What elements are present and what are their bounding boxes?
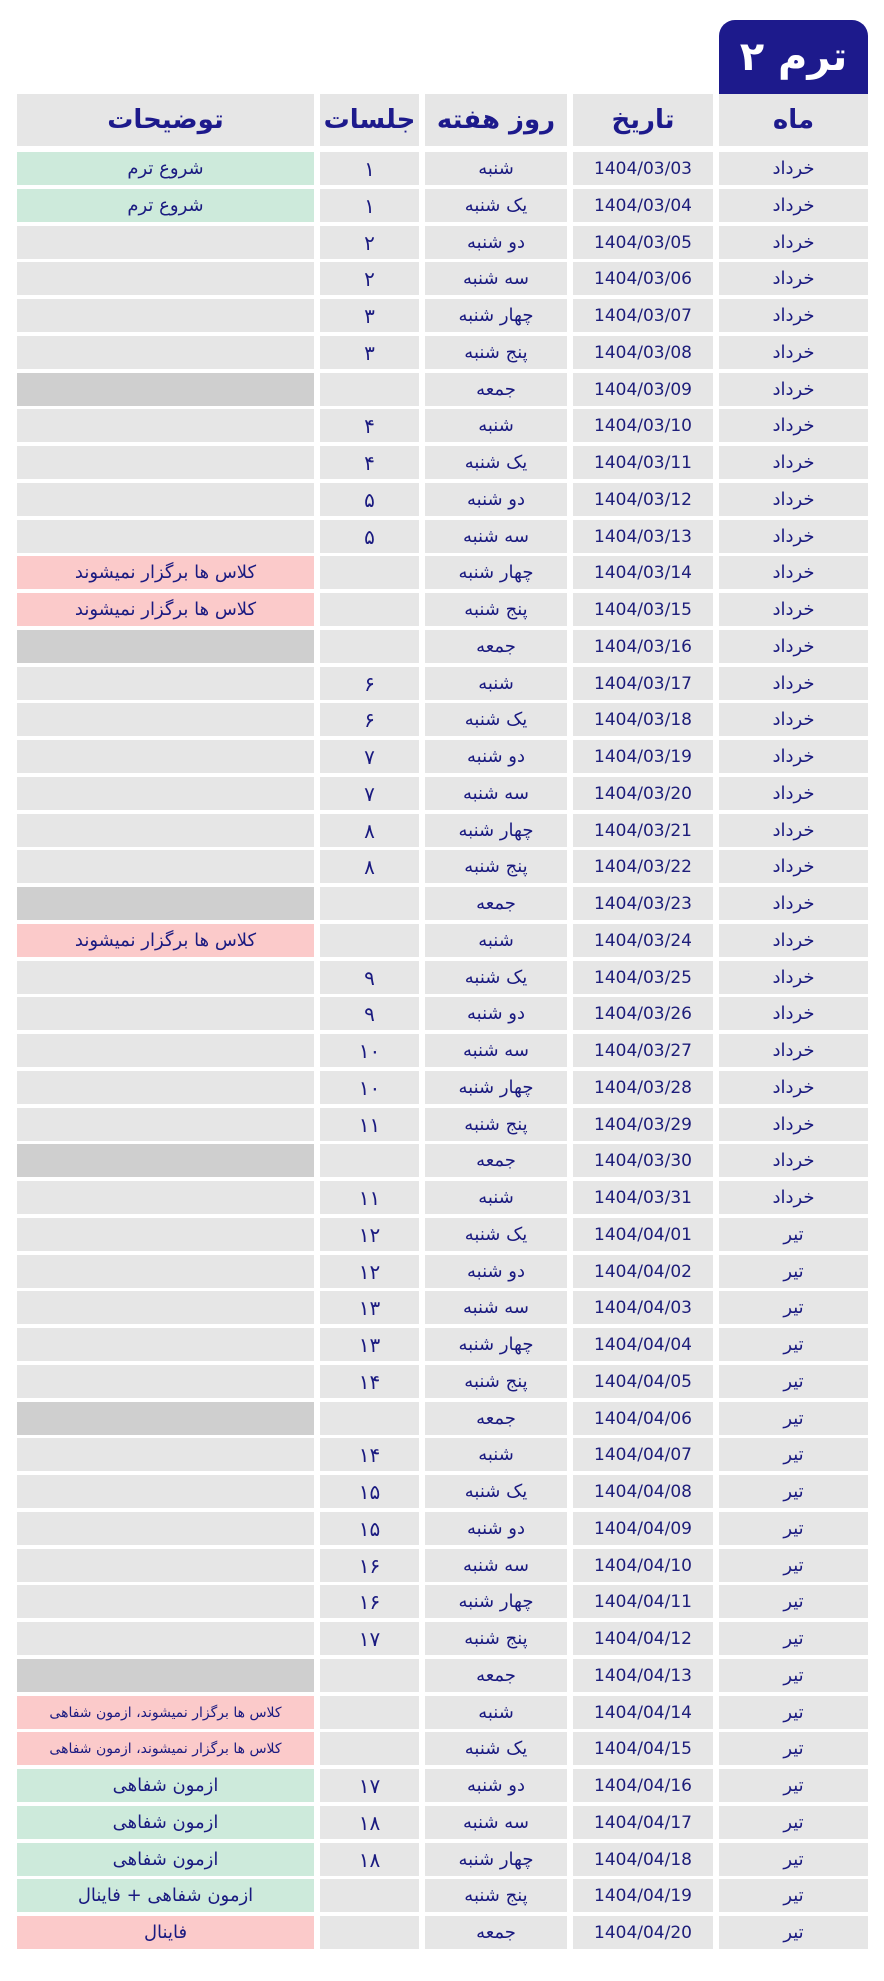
session-cell: ۱۴ [320,1438,419,1471]
session-cell: ۱۳ [320,1328,419,1361]
note-cell [17,483,314,516]
session-cell [320,1144,419,1177]
month-cell: تیر [719,1291,868,1324]
weekday-cell: سه شنبه [425,1291,567,1324]
session-cell [320,593,419,626]
note-cell: فاینال [17,1916,314,1949]
note-cell [17,446,314,479]
note-cell [17,1585,314,1618]
date-cell: 1404/04/06 [573,1402,713,1435]
date-cell: 1404/03/10 [573,409,713,442]
session-cell: ۶ [320,667,419,700]
note-cell [17,703,314,736]
month-cell: تیر [719,1438,868,1471]
month-cell: تیر [719,1475,868,1508]
header-date: تاریخ [573,94,713,146]
date-cell: 1404/03/24 [573,924,713,957]
weekday-cell: یک شنبه [425,1732,567,1765]
date-cell: 1404/04/02 [573,1255,713,1288]
session-cell [320,1732,419,1765]
weekday-cell: جمعه [425,1916,567,1949]
note-cell [17,777,314,810]
month-cell: تیر [719,1218,868,1251]
date-cell: 1404/03/23 [573,887,713,920]
note-cell [17,1512,314,1545]
weekday-cell: شنبه [425,1438,567,1471]
note-cell: ازمون شفاهی [17,1769,314,1802]
session-cell: ۸ [320,850,419,883]
month-cell: خرداد [719,299,868,332]
date-cell: 1404/03/14 [573,556,713,589]
month-cell: خرداد [719,373,868,406]
session-cell: ۱۵ [320,1475,419,1508]
note-cell [17,373,314,406]
session-cell: ۶ [320,703,419,736]
date-cell: 1404/03/29 [573,1108,713,1141]
weekday-cell: جمعه [425,1402,567,1435]
note-cell [17,961,314,994]
date-cell: 1404/04/20 [573,1916,713,1949]
weekday-cell: سه شنبه [425,1806,567,1839]
note-cell [17,1034,314,1067]
month-cell: تیر [719,1402,868,1435]
session-cell: ۲ [320,262,419,295]
note-cell [17,667,314,700]
month-cell: تیر [719,1806,868,1839]
date-cell: 1404/04/17 [573,1806,713,1839]
weekday-cell: دو شنبه [425,226,567,259]
session-cell: ۱۶ [320,1549,419,1582]
month-cell: خرداد [719,336,868,369]
month-cell: خرداد [719,446,868,479]
date-cell: 1404/03/16 [573,630,713,663]
note-cell [17,1622,314,1655]
date-cell: 1404/03/27 [573,1034,713,1067]
session-cell: ۱۷ [320,1769,419,1802]
weekday-cell: سه شنبه [425,1549,567,1582]
weekday-cell: سه شنبه [425,262,567,295]
note-cell [17,1438,314,1471]
note-cell: ازمون شفاهی [17,1843,314,1876]
weekday-cell: سه شنبه [425,520,567,553]
date-cell: 1404/03/18 [573,703,713,736]
weekday-cell: پنج شنبه [425,1879,567,1912]
month-cell: خرداد [719,226,868,259]
month-cell: تیر [719,1328,868,1361]
session-cell [320,556,419,589]
date-cell: 1404/04/07 [573,1438,713,1471]
note-cell: کلاس ها برگزار نمیشوند [17,924,314,957]
month-cell: خرداد [719,1071,868,1104]
month-cell: خرداد [719,777,868,810]
session-cell: ۷ [320,777,419,810]
weekday-cell: شنبه [425,1181,567,1214]
weekday-cell: پنج شنبه [425,850,567,883]
weekday-cell: جمعه [425,373,567,406]
month-cell: خرداد [719,1034,868,1067]
month-cell: تیر [719,1512,868,1545]
weekday-cell: جمعه [425,630,567,663]
month-cell: خرداد [719,483,868,516]
session-cell: ۵ [320,483,419,516]
weekday-cell: یک شنبه [425,961,567,994]
date-cell: 1404/03/08 [573,336,713,369]
date-cell: 1404/03/19 [573,740,713,773]
session-cell: ۱۲ [320,1255,419,1288]
date-cell: 1404/03/09 [573,373,713,406]
session-cell: ۴ [320,409,419,442]
month-cell: خرداد [719,924,868,957]
weekday-cell: یک شنبه [425,189,567,222]
weekday-cell: چهار شنبه [425,1843,567,1876]
month-cell: خرداد [719,593,868,626]
date-cell: 1404/03/06 [573,262,713,295]
session-cell: ۱۴ [320,1365,419,1398]
session-cell [320,373,419,406]
session-cell: ۱۱ [320,1181,419,1214]
note-cell [17,1659,314,1692]
session-cell: ۹ [320,997,419,1030]
month-cell: تیر [719,1843,868,1876]
month-cell: خرداد [719,887,868,920]
date-cell: 1404/03/20 [573,777,713,810]
session-cell: ۱۳ [320,1291,419,1324]
weekday-cell: شنبه [425,1696,567,1729]
weekday-cell: پنج شنبه [425,1108,567,1141]
month-cell: خرداد [719,152,868,185]
date-cell: 1404/04/11 [573,1585,713,1618]
month-cell: خرداد [719,703,868,736]
weekday-cell: یک شنبه [425,1475,567,1508]
note-cell [17,814,314,847]
month-cell: خرداد [719,740,868,773]
header-month: ماه [719,94,868,146]
weekday-cell: چهار شنبه [425,1328,567,1361]
weekday-cell: سه شنبه [425,1034,567,1067]
session-cell: ۵ [320,520,419,553]
header-weekday: روز هفته [425,94,567,146]
date-cell: 1404/03/11 [573,446,713,479]
weekday-cell: پنج شنبه [425,593,567,626]
note-cell [17,997,314,1030]
term-title-badge: ترم ۲ [719,20,868,94]
note-cell [17,850,314,883]
date-cell: 1404/04/09 [573,1512,713,1545]
date-cell: 1404/03/07 [573,299,713,332]
weekday-cell: جمعه [425,1659,567,1692]
date-cell: 1404/03/12 [573,483,713,516]
session-cell [320,1402,419,1435]
session-cell: ۲ [320,226,419,259]
month-cell: خرداد [719,556,868,589]
weekday-cell: پنج شنبه [425,336,567,369]
note-cell [17,1549,314,1582]
weekday-cell: دو شنبه [425,997,567,1030]
session-cell: ۳ [320,299,419,332]
weekday-cell: چهار شنبه [425,299,567,332]
weekday-cell: شنبه [425,152,567,185]
note-cell: کلاس ها برگزار نمیشوند [17,556,314,589]
date-cell: 1404/04/08 [573,1475,713,1508]
note-cell [17,630,314,663]
date-cell: 1404/03/04 [573,189,713,222]
note-cell [17,1365,314,1398]
weekday-cell: دو شنبه [425,1512,567,1545]
session-cell: ۱۲ [320,1218,419,1251]
month-cell: تیر [719,1659,868,1692]
weekday-cell: دو شنبه [425,1769,567,1802]
weekday-cell: یک شنبه [425,703,567,736]
note-cell [17,1328,314,1361]
note-cell [17,262,314,295]
month-cell: تیر [719,1255,868,1288]
session-cell: ۱۶ [320,1585,419,1618]
session-cell: ۳ [320,336,419,369]
session-cell [320,1879,419,1912]
note-cell [17,520,314,553]
note-cell: شروع ترم [17,152,314,185]
month-cell: خرداد [719,814,868,847]
month-cell: خرداد [719,1108,868,1141]
month-cell: خرداد [719,1181,868,1214]
date-cell: 1404/03/25 [573,961,713,994]
weekday-cell: شنبه [425,409,567,442]
weekday-cell: چهار شنبه [425,1071,567,1104]
session-cell: ۷ [320,740,419,773]
note-cell [17,1402,314,1435]
session-cell: ۱۰ [320,1071,419,1104]
session-cell: ۱ [320,189,419,222]
weekday-cell: پنج شنبه [425,1365,567,1398]
date-cell: 1404/04/10 [573,1549,713,1582]
date-cell: 1404/04/15 [573,1732,713,1765]
date-cell: 1404/03/28 [573,1071,713,1104]
header-sessions: جلسات [320,94,419,146]
weekday-cell: دو شنبه [425,740,567,773]
weekday-cell: یک شنبه [425,446,567,479]
date-cell: 1404/04/13 [573,1659,713,1692]
month-cell: تیر [719,1585,868,1618]
weekday-cell: چهار شنبه [425,814,567,847]
header-notes: توضیحات [17,94,314,146]
date-cell: 1404/03/31 [573,1181,713,1214]
weekday-cell: جمعه [425,1144,567,1177]
session-cell: ۹ [320,961,419,994]
month-cell: تیر [719,1769,868,1802]
weekday-cell: جمعه [425,887,567,920]
session-cell: ۱۷ [320,1622,419,1655]
date-cell: 1404/04/05 [573,1365,713,1398]
date-cell: 1404/04/19 [573,1879,713,1912]
month-cell: تیر [719,1365,868,1398]
date-cell: 1404/04/14 [573,1696,713,1729]
month-cell: خرداد [719,520,868,553]
note-cell [17,336,314,369]
date-cell: 1404/03/05 [573,226,713,259]
note-cell [17,409,314,442]
month-cell: خرداد [719,850,868,883]
note-cell [17,740,314,773]
weekday-cell: چهار شنبه [425,1585,567,1618]
note-cell [17,1144,314,1177]
month-cell: تیر [719,1732,868,1765]
month-cell: خرداد [719,667,868,700]
session-cell: ۱ [320,152,419,185]
session-cell [320,1659,419,1692]
note-cell: ازمون شفاهی [17,1806,314,1839]
session-cell [320,630,419,663]
date-cell: 1404/03/30 [573,1144,713,1177]
date-cell: 1404/03/17 [573,667,713,700]
note-cell [17,1255,314,1288]
note-cell [17,1071,314,1104]
date-cell: 1404/03/13 [573,520,713,553]
note-cell [17,1181,314,1214]
weekday-cell: دو شنبه [425,1255,567,1288]
session-cell: ۴ [320,446,419,479]
note-cell [17,1218,314,1251]
session-cell: ۱۸ [320,1806,419,1839]
session-cell: ۱۵ [320,1512,419,1545]
note-cell [17,887,314,920]
weekday-cell: یک شنبه [425,1218,567,1251]
date-cell: 1404/03/26 [573,997,713,1030]
month-cell: خرداد [719,409,868,442]
month-cell: تیر [719,1549,868,1582]
session-cell: ۸ [320,814,419,847]
weekday-cell: شنبه [425,667,567,700]
weekday-cell: شنبه [425,924,567,957]
session-cell: ۱۱ [320,1108,419,1141]
note-cell [17,299,314,332]
weekday-cell: چهار شنبه [425,556,567,589]
month-cell: خرداد [719,189,868,222]
session-cell: ۱۰ [320,1034,419,1067]
session-cell: ۱۸ [320,1843,419,1876]
date-cell: 1404/04/04 [573,1328,713,1361]
month-cell: تیر [719,1879,868,1912]
weekday-cell: پنج شنبه [425,1622,567,1655]
note-cell [17,1475,314,1508]
date-cell: 1404/04/01 [573,1218,713,1251]
month-cell: تیر [719,1916,868,1949]
date-cell: 1404/03/03 [573,152,713,185]
month-cell: خرداد [719,630,868,663]
note-cell: شروع ترم [17,189,314,222]
note-cell: ازمون شفاهی + فاینال [17,1879,314,1912]
month-cell: تیر [719,1622,868,1655]
weekday-cell: سه شنبه [425,777,567,810]
note-cell [17,1108,314,1141]
session-cell [320,924,419,957]
date-cell: 1404/04/12 [573,1622,713,1655]
weekday-cell: دو شنبه [425,483,567,516]
note-cell: کلاس ها برگزار نمیشوند، ازمون شفاهی [17,1696,314,1729]
session-cell [320,1916,419,1949]
date-cell: 1404/04/18 [573,1843,713,1876]
session-cell [320,887,419,920]
month-cell: تیر [719,1696,868,1729]
month-cell: خرداد [719,997,868,1030]
note-cell: کلاس ها برگزار نمیشوند، ازمون شفاهی [17,1732,314,1765]
month-cell: خرداد [719,1144,868,1177]
month-cell: خرداد [719,262,868,295]
date-cell: 1404/03/15 [573,593,713,626]
note-cell: کلاس ها برگزار نمیشوند [17,593,314,626]
date-cell: 1404/04/16 [573,1769,713,1802]
note-cell [17,1291,314,1324]
note-cell [17,226,314,259]
date-cell: 1404/03/22 [573,850,713,883]
date-cell: 1404/03/21 [573,814,713,847]
date-cell: 1404/04/03 [573,1291,713,1324]
month-cell: خرداد [719,961,868,994]
session-cell [320,1696,419,1729]
